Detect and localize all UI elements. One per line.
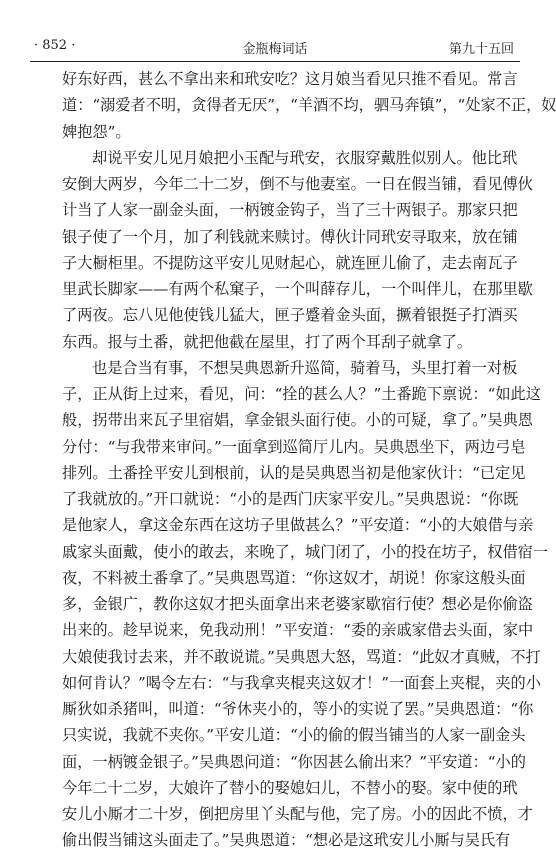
page-number: · 852 · [34, 38, 76, 53]
text-line: 多，金银广，教你这奴才把头面拿出来老婆家歇宿行使？想必是你偷盗 [62, 595, 533, 613]
text-line: 道：“溺爱者不明，贪得者无厌”，“羊酒不均，驷马奔镇”，“处家不正，奴 [62, 96, 556, 115]
text-line: 婢抱怨”。 [62, 122, 131, 141]
text-line: 大娘使我讨去来，并不敢说谎。”吴典恩大怒，骂道：“此奴才真贼，不打 [62, 647, 541, 666]
chapter-title: 第九十五回 [448, 42, 514, 57]
text-line: 偷出假当铺这头面走了。”吴典恩道：“想必是这玳安儿小厮与吴氏有 [62, 831, 511, 850]
text-line: 了两夜。忘八见他使钱儿猛大，匣子蹙着金头面，撅着银挺子打酒买 [62, 306, 518, 325]
text-line: 计当了人家一副金头面，一柄镀金钩子，当了三十两银子。那家只把 [62, 201, 518, 220]
text-line: 却说平安儿见月娘把小玉配与玳安，衣服穿戴胜似别人。他比玳 [92, 148, 518, 167]
text-line: 里武长脚家——有两个私窠子，一个叫薛存儿，一个叫伴儿，在那里歇 [62, 280, 533, 298]
text-line: 安儿小厮才二十岁，倒把房里丫头配与他，完了房。小的因此不愤，才 [62, 805, 533, 823]
text-line: 如何肯认？”喝令左右：“与我拿夹棍夹这奴才！”一面套上夹棍，夹的小 [62, 673, 541, 692]
book-title: 金瓶梅词话 [242, 42, 308, 57]
text-line: 安倒大两岁，今年二十二岁，倒不与他妻室。一日在假当铺，看见傅伙 [62, 175, 533, 193]
text-line: 分付：“与我带来审问。”一面拿到巡简厅儿内。吴典恩坐下，两边弓皂 [62, 437, 526, 456]
header-rule [30, 61, 520, 62]
text-line: 子大橱柜里。不提防这平安儿见财起心，就连匣儿偷了，走去南瓦子 [62, 253, 518, 272]
text-line: 夜，不料被土番拿了。”吴典恩骂道：“你这奴才，胡说！你家这般头面 [62, 568, 526, 587]
text-line: 今年二十二岁，大娘许了替小的娶媳妇儿，不替小的娶。家中使的玳 [62, 778, 518, 797]
text-line: 厮狄如杀猪叫，叫道：“爷休夹小的，等小的实说了罢。”吴典恩道：“你 [62, 700, 534, 718]
text-line: 银子使了一个月，加了利钱就来赎讨。傅伙计同玳安寻取来，放在铺 [62, 227, 518, 246]
text-line: 好东好西，甚么不拿出来和玳安吃？这月娘当看见只推不看见。常言 [62, 70, 518, 88]
text-line: 面，一柄镀金银子。”吴典恩问道：“你因甚么偷出来？”平安道：“小的 [62, 752, 526, 771]
text-line: 只实说，我就不夹你。”平安儿道：“小的偷的假当铺当的人家一副金头 [62, 726, 526, 745]
text-line: 戚家头面戴，使小的敢去，来晚了，城门闭了，小的投在坊子，权借宿一 [62, 542, 548, 561]
text-line: 出来的。趁早说来，免我动刑！”平安道：“委的亲戚家借去头面，家中 [62, 621, 534, 640]
text-line: 了我就放的。”开口就说：“小的是西门庆家平安儿。”吴典恩说：“你既 [62, 490, 519, 508]
text-line: 也是合当有事，不想吴典恩新升巡简，骑着马，头里打着一对板 [92, 358, 518, 377]
text-line: 东西。报与土番，就把他截在屋里，打了两个耳刮子就拿了。 [62, 332, 473, 351]
text-line: 般，拐带出来瓦子里宿娼，拿金银头面行使。小的可疑，拿了。”吴典恩 [62, 411, 533, 430]
running-header [30, 36, 520, 58]
text-line: 排列。土番拴平安儿到根前，认的是吴典恩当初是他家伙计：“已定见 [62, 463, 526, 482]
text-line: 是他家人，拿这金东西在这坊子里做甚么？”平安道：“小的大娘借与亲 [62, 516, 534, 535]
text-line: 子，正从街上过来，看见，问：“拴的甚么人？”土番跪下禀说：“如此这 [62, 385, 541, 403]
